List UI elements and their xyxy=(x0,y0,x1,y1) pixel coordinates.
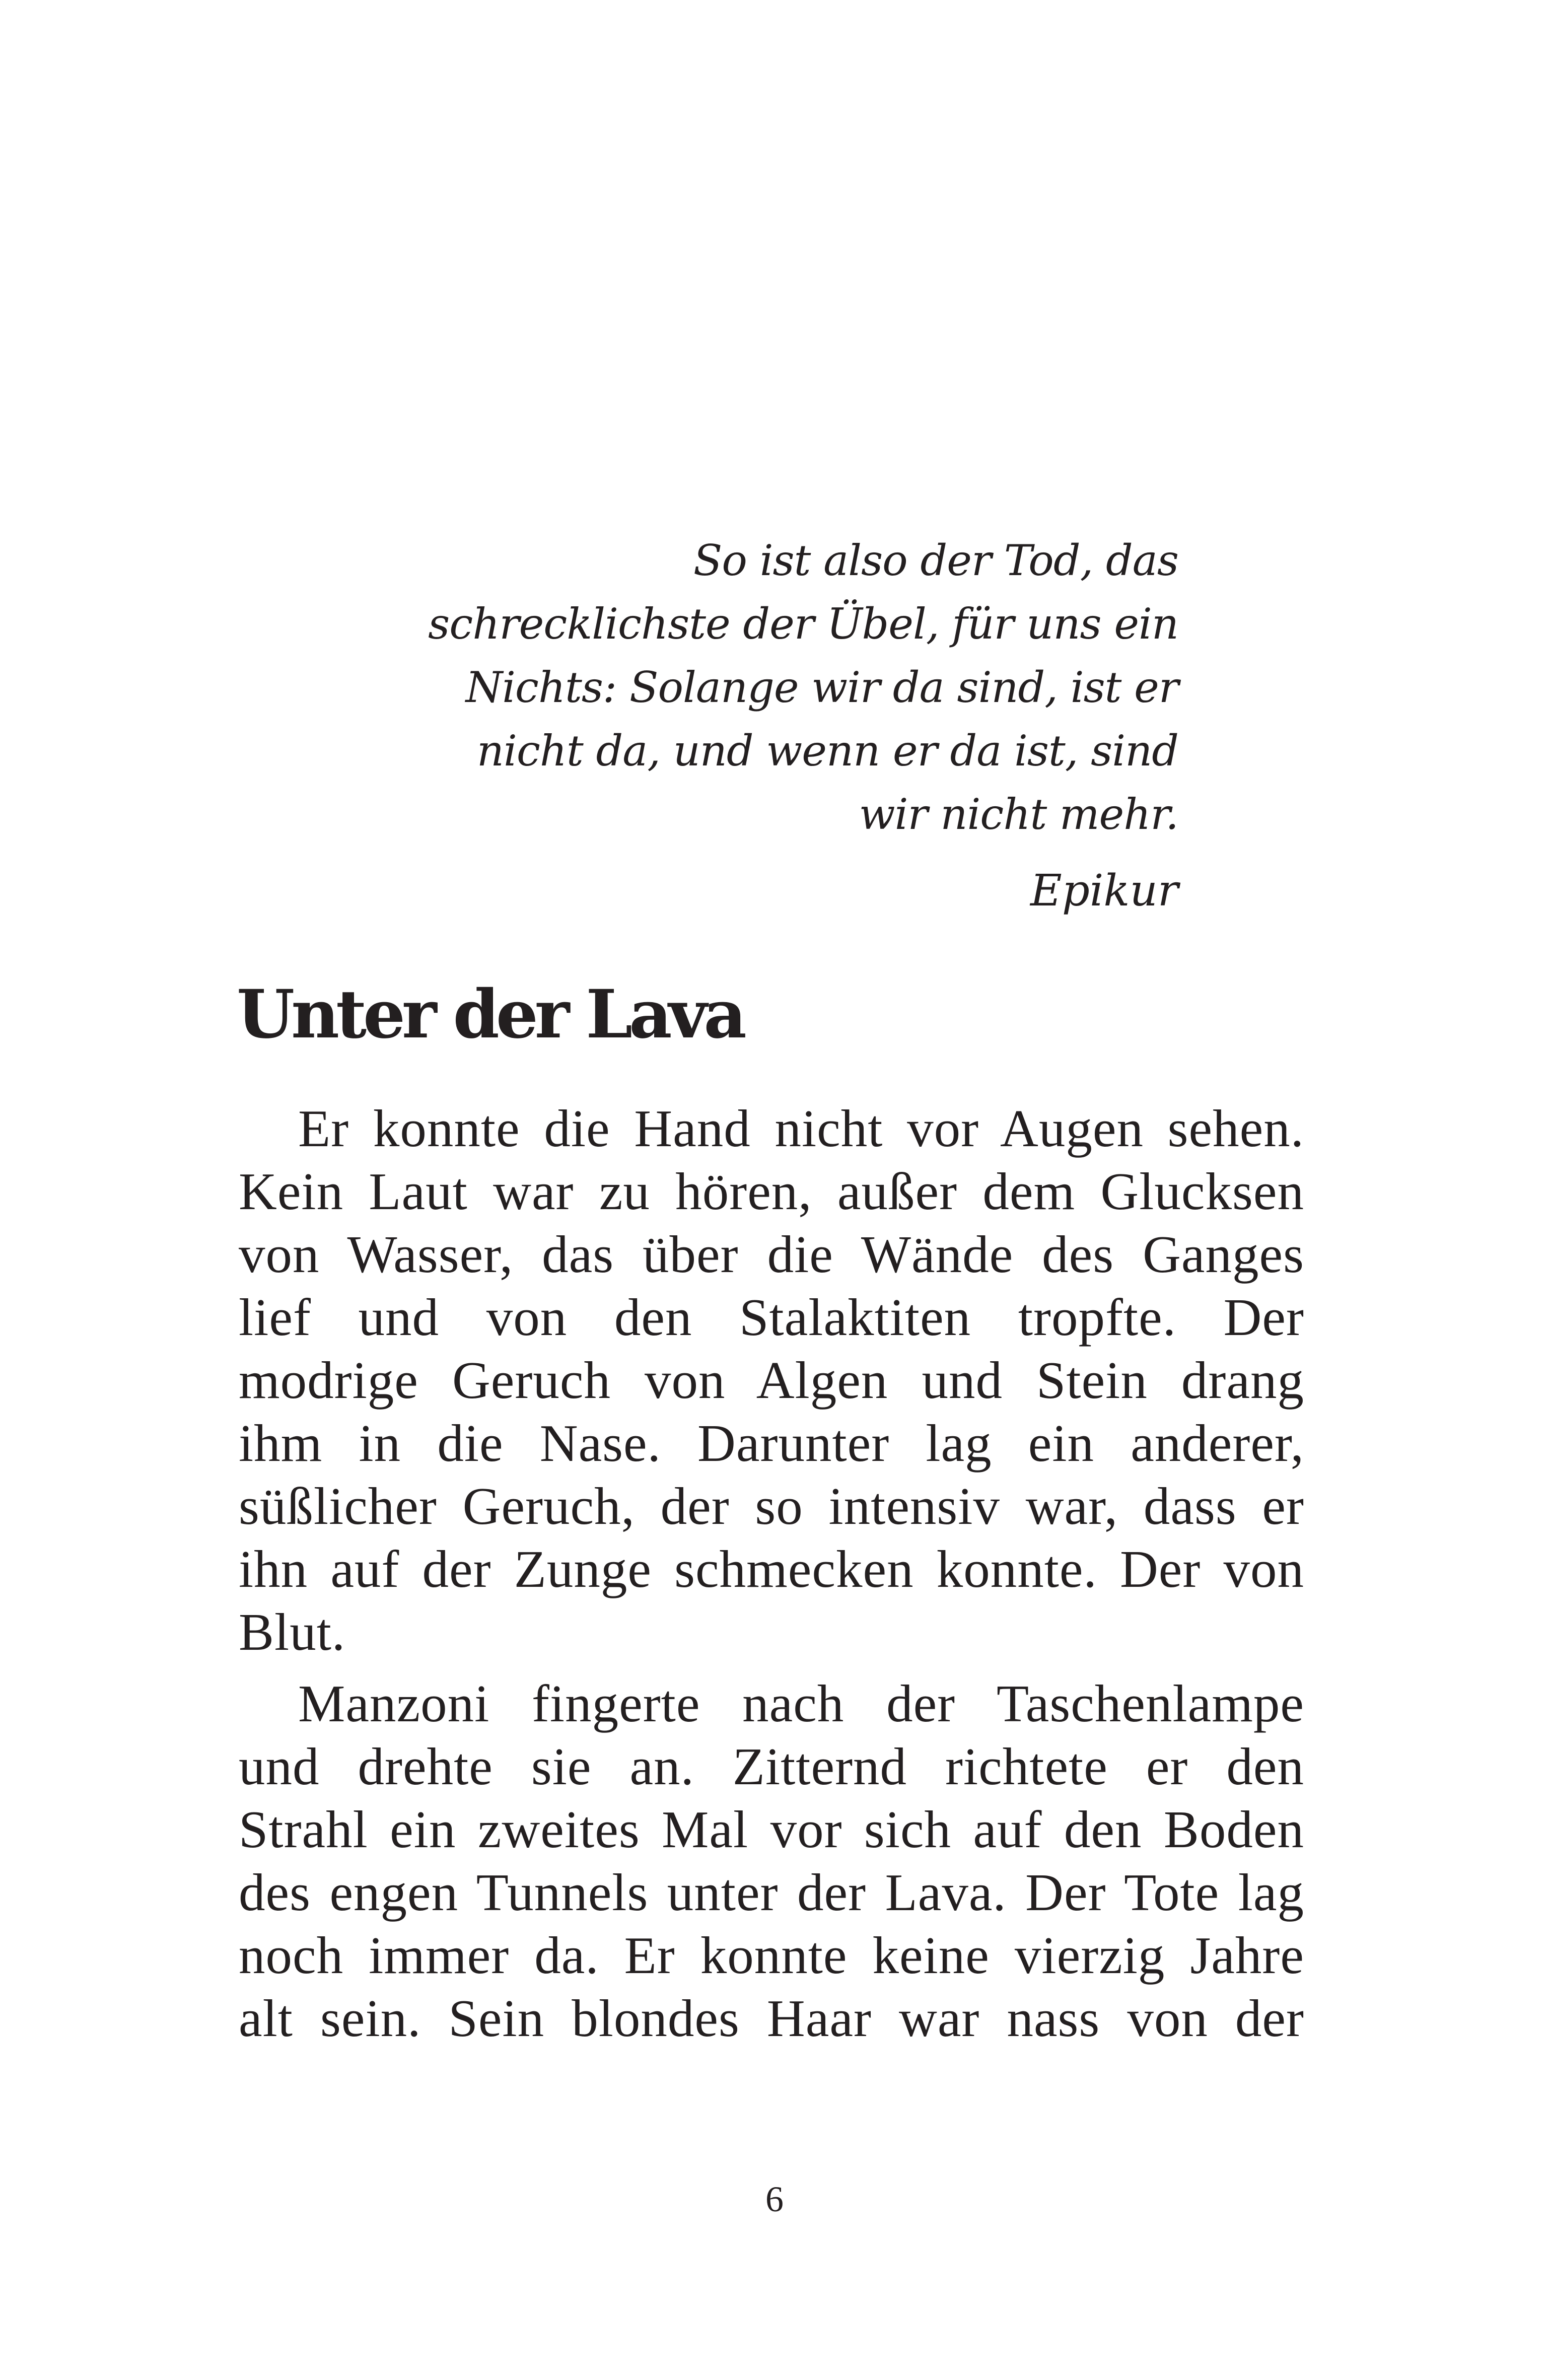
paragraph-line: und drehte sie an. Zitternd richtete er den xyxy=(239,1737,1304,1796)
chapter-title: Unter der Lava xyxy=(237,975,743,1054)
paragraph-line: alt sein. Sein blondes Haar war nass von der xyxy=(239,1989,1304,2048)
paragraph xyxy=(239,1672,1304,2050)
epigraph-line: Nichts: Solange wir da sind, ist er xyxy=(465,663,1178,712)
paragraph-line: Kein Laut war zu hören, außer dem Glucksen xyxy=(239,1162,1304,1221)
paragraph-line: des engen Tunnels unter der Lava. Der Tote lag xyxy=(239,1863,1304,1922)
paragraph-line: modrige Geruch von Algen und Stein drang xyxy=(239,1351,1304,1410)
paragraph-line: ihn auf der Zunge schmecken konnte. Der von xyxy=(239,1539,1304,1598)
epigraph-line: wir nicht mehr. xyxy=(859,790,1178,839)
paragraph xyxy=(239,1097,1304,1663)
paragraph-line: von Wasser, das über die Wände des Ganges xyxy=(239,1225,1304,1284)
epigraph-line: schrecklichste der Übel, für uns ein xyxy=(428,599,1178,649)
paragraph-line: süßlicher Geruch, der so intensiv war, dass er xyxy=(239,1477,1304,1535)
epigraph-author: Epikur xyxy=(1030,866,1178,916)
paragraph-line: noch immer da. Er konnte keine vierzig Jahre xyxy=(239,1926,1304,1985)
paragraph-line: Blut. xyxy=(239,1602,346,1661)
paragraph-line: Strahl ein zweites Mal vor sich auf den Boden xyxy=(239,1800,1304,1859)
paragraph-line: Manzoni fingerte nach der Taschenlampe xyxy=(298,1674,1304,1733)
page-number: 6 xyxy=(765,2179,784,2219)
paragraph-line: Er konnte die Hand nicht vor Augen sehen. xyxy=(298,1099,1304,1158)
paragraph-line: lief und von den Stalaktiten tropfte. Der xyxy=(239,1288,1304,1347)
epigraph-line: nicht da, und wenn er da ist, sind xyxy=(476,726,1178,776)
paragraph-line: ihm in die Nase. Darunter lag ein anderer, xyxy=(239,1414,1304,1473)
epigraph-line: So ist also der Tod, das xyxy=(693,536,1178,585)
epigraph-quote xyxy=(393,529,1178,846)
